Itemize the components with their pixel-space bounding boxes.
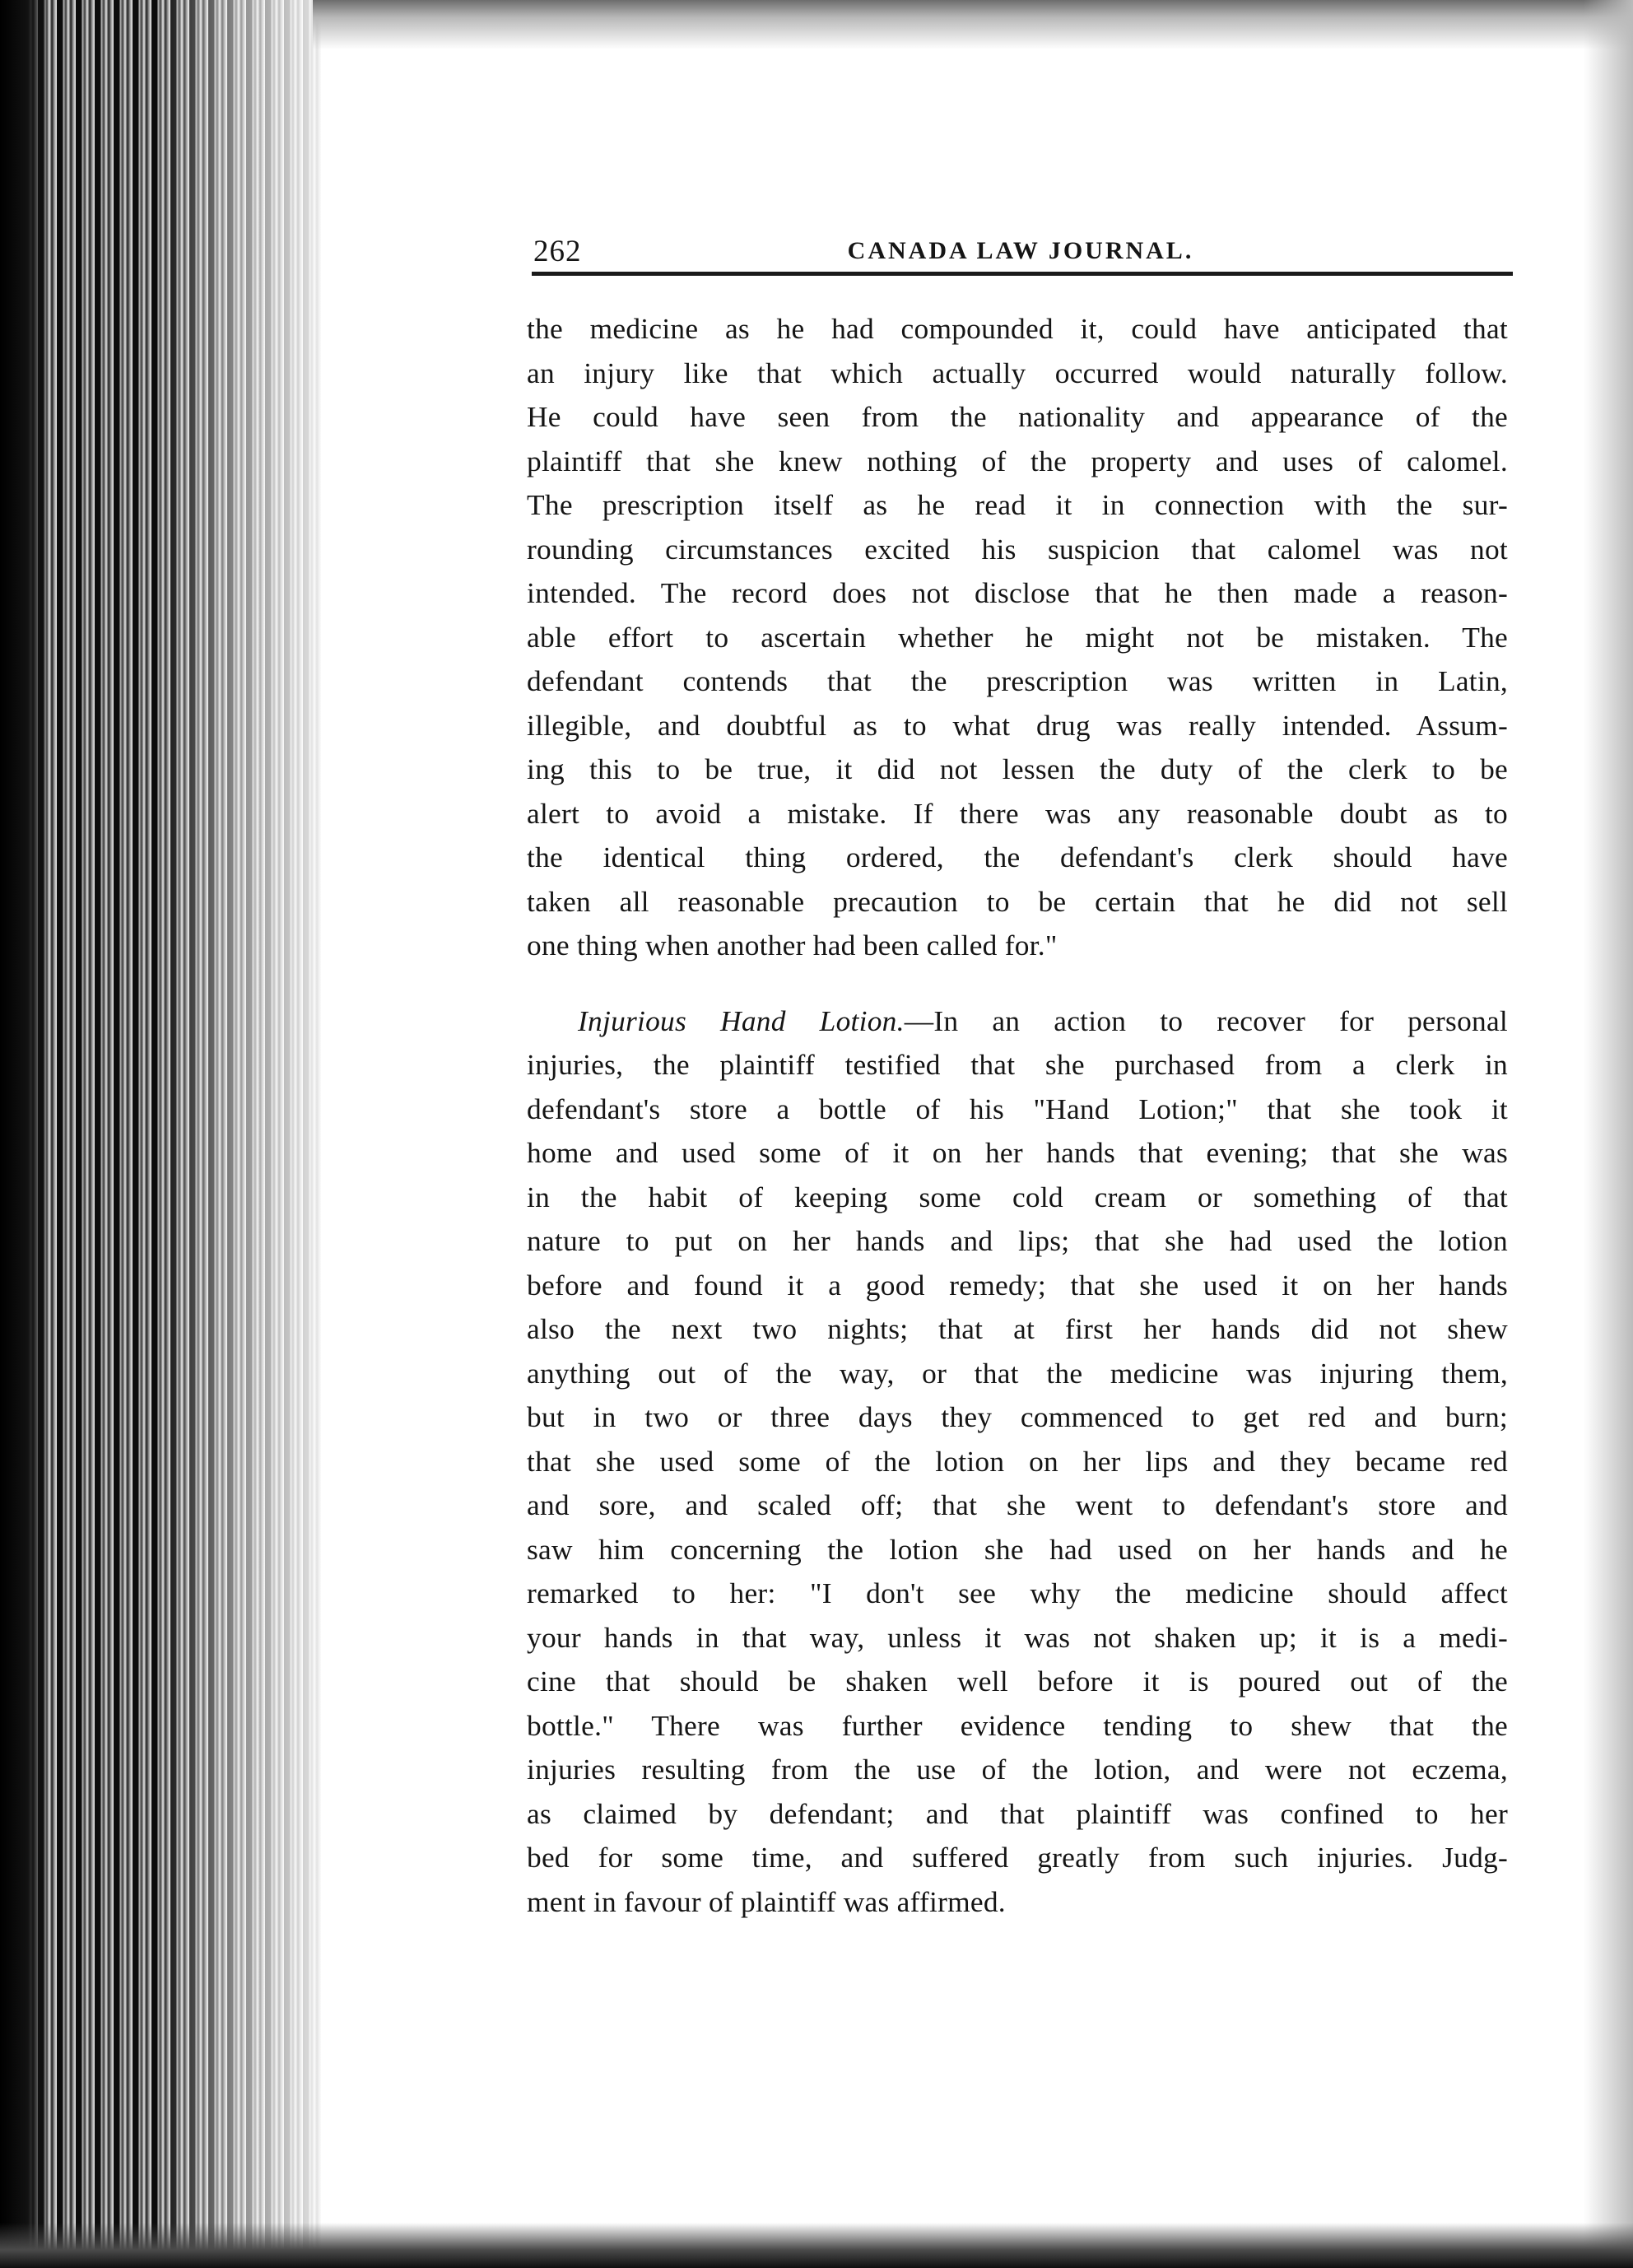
text-line: bed for some time, and suffered greatly from such injuries. Judg- — [527, 1841, 1508, 1874]
page-bottom-edge — [0, 2223, 1633, 2268]
text-line: nature to put on her hands and lips; that she had used the lotion — [527, 1224, 1508, 1257]
first-line-text: —In an action to recover for personal — [904, 1004, 1508, 1037]
text-line: illegible, and doubtful as to what drug was really intended. Assum- — [527, 708, 1508, 742]
text-line: intended. The record does not disclose that he then made a reason- — [527, 576, 1508, 609]
text-line: The prescription itself as he read it in connection with the sur- — [527, 488, 1508, 521]
text-line: the medicine as he had compounded it, could have anticipated that — [527, 312, 1508, 345]
page-top-edge — [313, 0, 1633, 49]
page-number: 262 — [533, 235, 582, 268]
text-line: as claimed by defendant; and that plaintiff was confined to her — [527, 1796, 1508, 1830]
text-line: the identical thing ordered, the defendant's clerk should have — [527, 841, 1508, 873]
text-line: but in two or three days they commenced to get red and burn; — [527, 1400, 1508, 1433]
paragraph-first-line — [527, 999, 1514, 1044]
running-head: CANADA LAW JOURNAL. — [847, 237, 1194, 264]
text-line: home and used some of it on her hands that evening; that she was — [527, 1136, 1508, 1169]
page-header — [527, 221, 1514, 272]
text-line: defendant contends that the prescription was written in Latin, — [527, 664, 1508, 697]
book-page — [527, 221, 1514, 1924]
text-line: able effort to ascertain whether he might not be mistaken. The — [527, 620, 1508, 654]
binding-dark-edge — [0, 0, 45, 2268]
text-line: also the next two nights; that at first her hands did not shew — [527, 1312, 1508, 1345]
text-line: plaintiff that she knew nothing of the property and uses of calomel. — [527, 444, 1508, 477]
text-line: that she used some of the lotion on her lips and they became red — [527, 1444, 1508, 1478]
text-line: your hands in that way, unless it was not shaken up; it is a medi- — [527, 1620, 1508, 1654]
first-line-justify — [578, 999, 1508, 1044]
text-line: an injury like that which actually occurred would naturally follow. — [527, 356, 1508, 389]
text-line: bottle." There was further evidence tending to shew that the — [527, 1708, 1508, 1742]
text-line: He could have seen from the nationality and appearance of the — [527, 400, 1508, 433]
text-line: rounding circumstances excited his suspicion that calomel was not — [527, 532, 1508, 566]
paragraph-continuation — [527, 307, 1514, 968]
text-line: in the habit of keeping some cold cream or something of that — [527, 1180, 1508, 1213]
text-line: anything out of the way, or that the medicine was injuring them, — [527, 1356, 1508, 1390]
text-line: injuries resulting from the use of the lotion, and were not eczema, — [527, 1753, 1508, 1786]
page-right-edge — [1584, 0, 1633, 2268]
text-line: ment in favour of plaintiff was affirmed. — [527, 1884, 1006, 1918]
text-line: saw him concerning the lotion she had used on her hands and he — [527, 1532, 1508, 1566]
binding-fade — [156, 0, 346, 2268]
paragraph-hand-lotion — [527, 999, 1514, 1925]
text-line: remarked to her: "I don't see why the medicine should affect — [527, 1576, 1508, 1609]
text-line: injuries, the plaintiff testified that she purchased from a clerk in — [527, 1048, 1508, 1081]
text-line: ing this to be true, it did not lessen the duty of the clerk to be — [527, 752, 1508, 785]
text-line: alert to avoid a mistake. If there was any reasonable doubt as to — [527, 796, 1508, 830]
header-rule — [532, 272, 1513, 276]
text-line: cine that should be shaken well before it is poured out of the — [527, 1665, 1508, 1698]
text-line: taken all reasonable precaution to be certain that he did not sell — [527, 884, 1508, 918]
text-line: and sore, and scaled off; that she went to defendant's store and — [527, 1488, 1508, 1521]
section-heading: Injurious Hand Lotion. — [578, 1004, 905, 1037]
text-line: one thing when another had been called for." — [527, 929, 1058, 962]
text-line: defendant's store a bottle of his "Hand Lotion;" that she took it — [527, 1092, 1508, 1125]
text-line: before and found it a good remedy; that she used it on her hands — [527, 1268, 1508, 1302]
